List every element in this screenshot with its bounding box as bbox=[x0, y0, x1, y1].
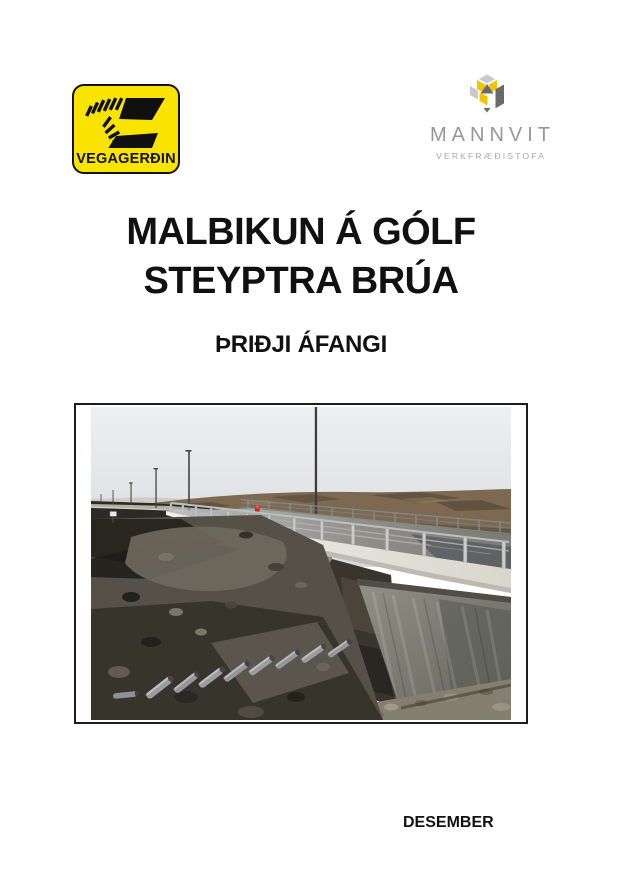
vegagerdin-road-icon bbox=[74, 86, 177, 148]
cover-photo-frame bbox=[74, 403, 528, 724]
report-title-line2: STEYPTRA BRÚA bbox=[143, 260, 459, 302]
report-date: DESEMBER bbox=[403, 814, 494, 831]
mannvit-logo bbox=[420, 73, 560, 168]
report-subtitle: ÞRIÐJI ÁFANGI bbox=[214, 331, 388, 358]
mannvit-logo-name: MANNVIT bbox=[430, 124, 555, 146]
report-title-line1: MALBIKUN Á GÓLF bbox=[126, 211, 476, 253]
report-title bbox=[74, 208, 528, 306]
mannvit-logo-tagline: VERKFRÆÐISTOFA bbox=[436, 151, 547, 161]
vegagerdin-logo-label: VEGAGERÐIN bbox=[76, 151, 176, 167]
vegagerdin-logo bbox=[72, 84, 180, 174]
bridge-photo bbox=[91, 407, 511, 720]
mannvit-cube-icon bbox=[467, 73, 507, 117]
